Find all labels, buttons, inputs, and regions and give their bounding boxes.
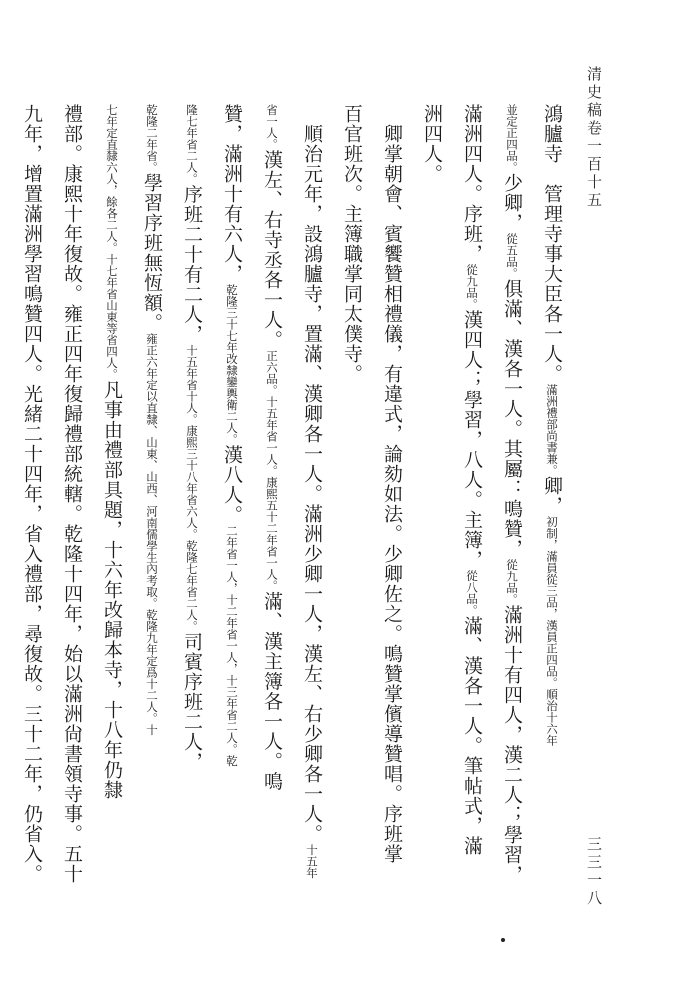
text-column xyxy=(332,104,372,904)
main-text: 滿洲十有四人，漢二人；學習， xyxy=(501,605,523,885)
annotation-text: 順治十六年 xyxy=(545,688,559,746)
text-column xyxy=(412,104,452,904)
annotation-text: 隆七年省二人。 xyxy=(185,104,199,185)
main-text: 滿、漢各一人。筆帖式，滿 xyxy=(461,616,483,856)
main-text: 滿、漢主簿各一人。鳴 xyxy=(261,591,283,792)
page-number: 三三一八 xyxy=(585,836,603,908)
annotation-text: 乾 xyxy=(225,755,239,767)
annotation-text: 乾隆二年省。 xyxy=(145,104,159,173)
annotation-text: 乾隆九年定爲十二人。 xyxy=(145,609,159,724)
text-column xyxy=(52,104,92,904)
main-text: 滿洲四人。序班， xyxy=(461,104,483,264)
annotation-text: 從九品。 xyxy=(465,264,479,310)
annotation-text: 初制，滿員從三品，漢員正四品。 xyxy=(545,516,559,689)
annotation-text: 乾隆三十七年改隸鑾輿衛二人。 xyxy=(225,284,239,445)
annotation-text: 康熙五十二年省一人。 xyxy=(265,476,279,592)
main-text: 漢八人。 xyxy=(221,445,243,525)
text-column xyxy=(212,104,252,904)
text-column xyxy=(292,104,332,904)
text-column xyxy=(92,104,132,904)
main-text: 司賓序班二人， xyxy=(181,632,203,772)
annotation-text: 並定正四品。 xyxy=(505,104,519,173)
annotation-text: 滿洲禮部尚書兼。 xyxy=(545,384,559,476)
text-column xyxy=(492,104,532,904)
annotation-text: 省一人。 xyxy=(265,104,279,150)
text-column xyxy=(252,104,292,904)
main-text: 卿掌朝會、賓饗贊相禮儀，有違式，論劾如法。少卿佐之。鳴贊掌儐導贊唱。序班掌 xyxy=(381,104,403,864)
main-text: 漢左、右寺丞各一人。 xyxy=(261,150,283,350)
running-header-title: 清史稿卷一百十五 xyxy=(585,66,603,210)
text-column xyxy=(532,104,572,904)
main-text: 學習序班無恆額。 xyxy=(141,173,163,333)
annotation-text: 從八品。 xyxy=(465,570,479,616)
main-text: 凡事由禮部具題，十六年改歸本寺，十八年仍隸 xyxy=(101,380,123,800)
main-text: 漢四人；學習，八人。主簿， xyxy=(461,310,483,570)
annotation-text: 十五年省十人。 xyxy=(185,344,199,425)
annotation-text: 從九品。 xyxy=(505,559,519,605)
main-text: 少卿， xyxy=(501,173,523,233)
body-text xyxy=(21,104,572,904)
ink-speck xyxy=(501,938,505,942)
text-column xyxy=(452,104,492,904)
main-text: 九年，增置滿洲學習鳴贊四人。光緒二十四年，省入禮部，尋復故。三十二年，仍省入。 xyxy=(21,104,43,884)
annotation-text: 二年省一人，十二年省一人，十三年省二人。 xyxy=(225,525,239,755)
main-text: 俱滿、漢各一人。其屬：鳴贊， xyxy=(501,279,523,559)
annotation-text: 康熙三十八年省六人。 xyxy=(185,425,199,540)
main-text: 贊，滿洲十有六人， xyxy=(221,104,243,284)
main-text: 鴻臚寺 管理寺事大臣各一人。 xyxy=(541,104,563,384)
text-column xyxy=(372,104,412,904)
main-text: 百官班次。主簿職掌同太僕寺。 xyxy=(341,104,363,384)
main-text: 卿， xyxy=(541,476,563,516)
text-column xyxy=(172,104,212,904)
text-column xyxy=(132,104,172,904)
annotation-text: 十五年 xyxy=(305,844,319,879)
main-text: 序班二十有二人， xyxy=(181,184,203,345)
text-column xyxy=(12,104,52,904)
annotation-text: 十 xyxy=(145,724,159,736)
annotation-text: 雍正六年定以直隸、山東、山西、河南儒學生內考取。 xyxy=(145,333,159,609)
main-text: 洲四人。 xyxy=(421,104,443,184)
annotation-text: 乾隆七年省二人。 xyxy=(185,540,199,632)
annotation-text: 從五品。 xyxy=(505,233,519,279)
annotation-text: 七年定直隸六人，餘各二人。十七年省山東等省四人。 xyxy=(105,104,119,380)
annotation-text: 正六品。十五年省一人。 xyxy=(265,350,279,477)
main-text: 禮部。康熙十年復故。雍正四年復歸禮部統轄。乾隆十四年，始以滿洲尙書領寺事。五十 xyxy=(61,104,83,884)
main-text: 順治元年，設鴻臚寺，置滿、漢卿各一人。滿洲少卿一人，漢左、右少卿各一人。 xyxy=(301,104,323,844)
